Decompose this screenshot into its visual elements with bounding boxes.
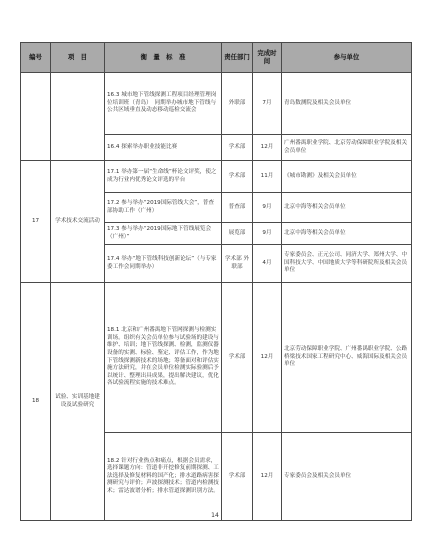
cell-item: 试验、实训基地建设及试验研究 xyxy=(51,283,105,521)
cell-partner: 专家委员会及相关会员单位 xyxy=(282,433,412,521)
cell-partner: 北京中海等相关会员单位 xyxy=(282,193,412,223)
table-row xyxy=(21,161,412,193)
cell-standard: 16.3 城市地下管线探测工程项目经理管理岗位培训班（青岛） 同期举办城市地下管线与公共区域垂直及动态移动巡检交流会 xyxy=(105,73,222,135)
cell-partner: 专家委员会、正元公司、同济大学、郑州大学、中国科技大学、中国地质大学等科研院所及相关会员单位 xyxy=(282,245,412,283)
cell-item: 学术技术交流活动 xyxy=(51,161,105,283)
cell-dept: 学术部 xyxy=(222,161,253,193)
page-number: 14 xyxy=(211,512,219,519)
cell-time: 9月 xyxy=(253,223,282,245)
cell-dept: 学术部 xyxy=(222,135,253,161)
cell-partner: 北京劳动保障职业学院、广州番禺职业学院、公路桥梁技术国家工程研究中心、威海国际及相关会员单位 xyxy=(282,283,412,433)
cell-dept: 普查部 xyxy=(222,193,253,223)
cell-standard: 18.1 北京和广州番禺地下管网探测与检测实训场。组织有关会员单位参与试验场的建设与维护、培训；地下管线探测、检测，监测仪器设备的实测、标验、鉴定、评估工作，作为地下管线探测新技术的场地；筹备面对和评估实施方法研究，并在会员单位检测实际验测后予以统计、整理出具成果，提出解决建议，优化各试验流程实施的技术难点。 xyxy=(105,283,222,433)
cell-no: 17 xyxy=(21,161,51,283)
cell-dept: 学术部 外联部 xyxy=(222,245,253,283)
work-plan-table xyxy=(20,42,412,521)
cell-standard: 18.2 针对行业热点和痛点，根据会员需求，选择课题方向：管道非开挖修复前期探测、工法选择及修复材料的国产化；排水道路病害探测研究与评价；声波探测技术；管道内检测技术；雷达波谱分析；排水管道探测识别方法。 xyxy=(105,433,222,521)
cell-standard: 17.2 参与举办“2019国际管线大会”，普查部协助工作（广州） xyxy=(105,193,222,223)
cell-item xyxy=(51,73,105,161)
cell-time: 12月 xyxy=(253,135,282,161)
cell-standard: 16.4 探索举办职业技能比赛 xyxy=(105,135,222,161)
header-standard: 衡 量 标 准 xyxy=(105,43,222,73)
table-row xyxy=(21,283,412,433)
cell-time: 11月 xyxy=(253,161,282,193)
cell-dept: 展览部 xyxy=(222,223,253,245)
cell-dept: 学术部 xyxy=(222,283,253,433)
header-partner: 参与单位 xyxy=(282,43,412,73)
cell-time: 12月 xyxy=(253,283,282,433)
header-dept: 责任部门 xyxy=(222,43,253,73)
cell-time: 4月 xyxy=(253,245,282,283)
table-row xyxy=(21,73,412,135)
cell-no xyxy=(21,73,51,161)
cell-partner: 广州番禺职业学院、北京劳动保障职业学院及相关会员单位 xyxy=(282,135,412,161)
header-no: 编号 xyxy=(21,43,51,73)
header-item: 项 目 xyxy=(51,43,105,73)
cell-dept: 外联部 xyxy=(222,73,253,135)
cell-standard: 17.1 举办第一届“生命线”杯论文评奖，使之成为行业内优秀论文评选的平台 xyxy=(105,161,222,193)
cell-dept: 学术部 xyxy=(222,433,253,521)
cell-time: 7月 xyxy=(253,73,282,135)
cell-partner: 北京中海等相关会员单位 xyxy=(282,223,412,245)
header-time: 完成时间 xyxy=(253,43,282,73)
cell-partner: 《城市勘测》及相关会员单位 xyxy=(282,161,412,193)
cell-partner: 青岛数测院及相关会员单位 xyxy=(282,73,412,135)
cell-standard: 17.3 参与举办“2019国际地下管线展览会（广州）” xyxy=(105,223,222,245)
cell-time: 12月 xyxy=(253,433,282,521)
table-header-row xyxy=(21,43,412,73)
cell-time: 9月 xyxy=(253,193,282,223)
cell-standard: 17.4 举办“地下管线科技创新论坛”（与专家委工作会同期举办） xyxy=(105,245,222,283)
cell-no: 18 xyxy=(21,283,51,521)
